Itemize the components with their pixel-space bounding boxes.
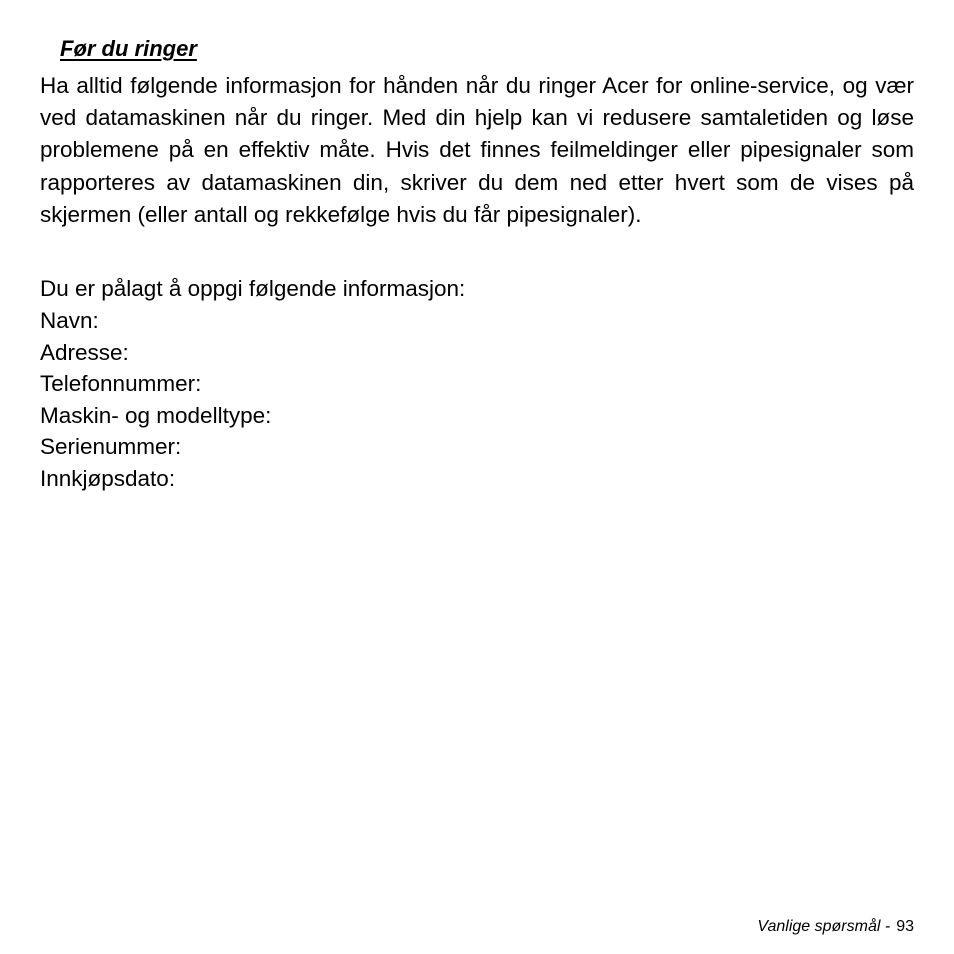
page-footer <box>757 917 914 937</box>
page-number: 93 <box>896 918 914 935</box>
info-item-address: Adresse: <box>40 339 129 365</box>
info-item-serial-number: Serienummer: <box>40 434 182 460</box>
document-page <box>40 0 914 954</box>
footer-section-name: Vanlige spørsmål <box>757 918 881 935</box>
required-info-intro: Du er pålagt å oppgi følgende informasjon: <box>40 276 466 301</box>
info-item-purchase-date: Innkjøpsdato: <box>40 465 176 491</box>
footer-separator: - <box>880 918 891 935</box>
section-heading: Før du ringer <box>60 36 197 61</box>
required-info-list <box>40 305 271 495</box>
info-item-machine-model: Maskin- og modelltype: <box>40 402 272 428</box>
info-item-phone: Telefonnummer: <box>40 371 202 397</box>
info-item-name: Navn: <box>40 308 99 333</box>
body-paragraph: Ha alltid følgende informasjon for hånden når du ringer Acer for online-service, og vær ved datamaskinen når du ringer. Med din hjelp kan vi redusere samtaletiden og løse problemene på en effektiv måte. Hvis det finnes feilmeldinger eller pipesignaler som rapporteres av datamaskinen din, skriver du dem ned etter hvert som de vises på skjermen (eller antall og rekkefølge hvis du får pipesignaler). <box>40 73 914 227</box>
